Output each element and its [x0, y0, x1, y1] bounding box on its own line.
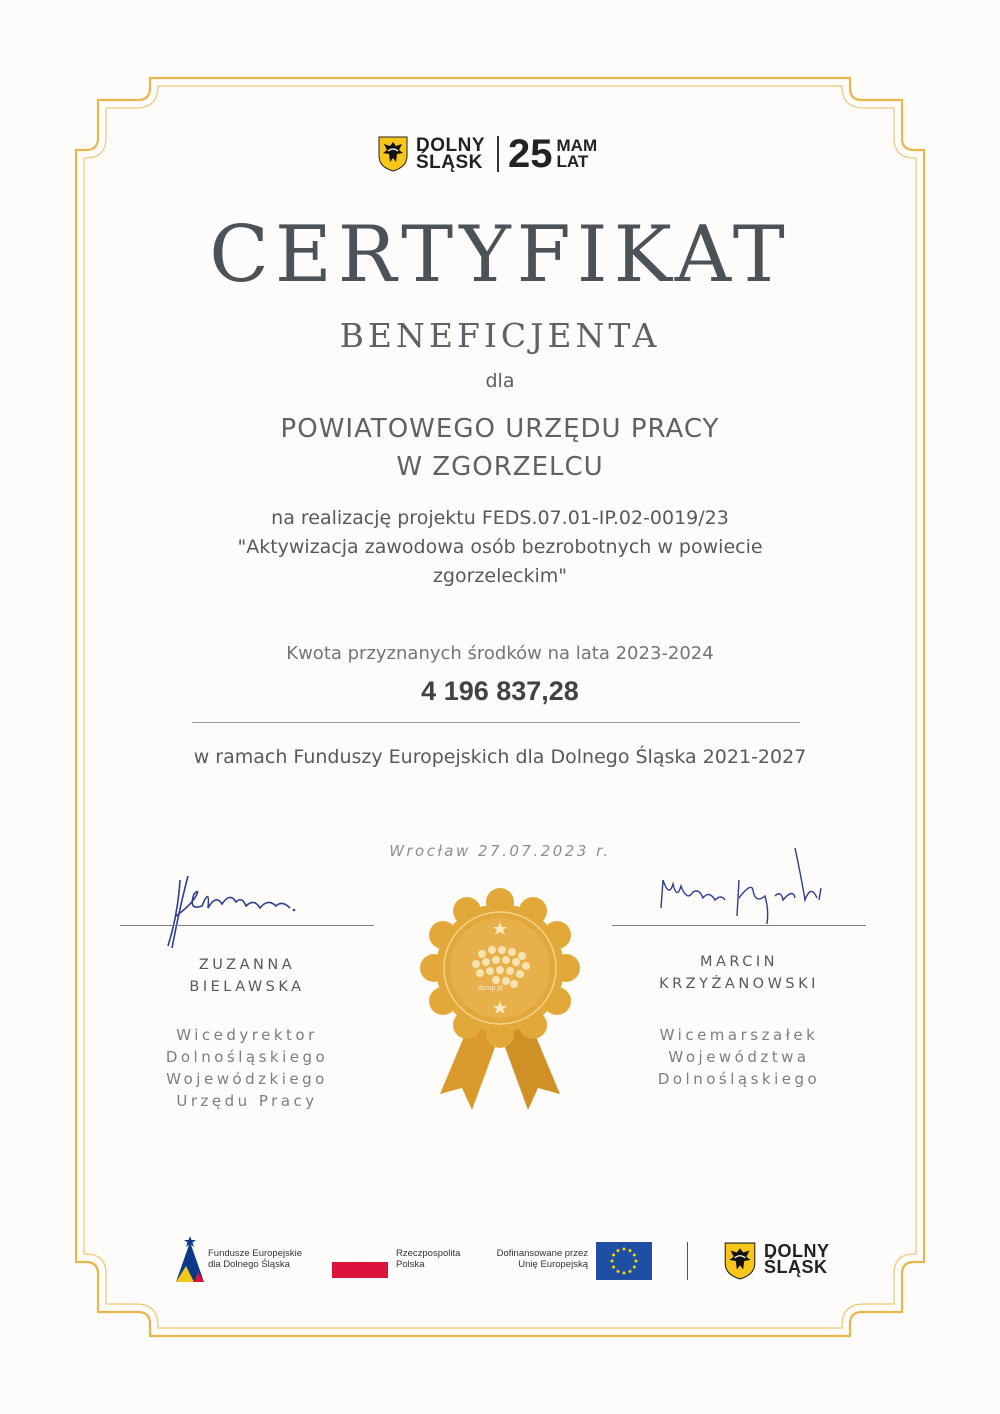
project-description — [0, 504, 1000, 591]
signatory-left-first-name: ZUZANNA — [198, 957, 296, 973]
footer-region-line1: DOLNY — [764, 1241, 830, 1261]
certificate-subtitle: BENEFICJENTA — [339, 316, 661, 355]
role-left-line3: Wojewódzkiego — [166, 1070, 328, 1088]
signature-line-left — [120, 925, 374, 926]
for-label: dla — [485, 370, 515, 392]
header-region-name — [416, 137, 485, 171]
signatory-right-first-name: MARCIN — [699, 954, 779, 970]
role-left-line4: Urzędu Pracy — [176, 1092, 318, 1110]
amount-label: Kwota przyznanych środków na lata 2023-2024 — [286, 643, 714, 664]
role-left-line2: Dolnośląskiego — [165, 1048, 329, 1066]
lower-silesia-crest-icon — [378, 136, 408, 172]
seal-rosette-icon — [418, 888, 582, 1126]
header-region-line2: ŚLĄSK — [416, 152, 483, 173]
role-right-line2: Województwa — [668, 1048, 810, 1066]
place-date: Wrocław 27.07.2023 r. — [389, 842, 611, 860]
role-right-line3: Dolnośląskiego — [657, 1070, 821, 1088]
eu-cofinanced-label — [488, 1248, 588, 1270]
recipient-name — [0, 410, 1000, 486]
signature-left — [150, 866, 300, 956]
eu-funds-line1: Fundusze Europejskie — [208, 1248, 302, 1259]
eu-cofinanced-line2: Unię Europejską — [518, 1259, 588, 1270]
program-name: w ramach Funduszy Europejskich dla Dolnego Śląska 2021-2027 — [193, 746, 807, 768]
signatory-role-left — [120, 1024, 374, 1112]
footer-region-name — [764, 1243, 830, 1275]
signatory-right-last-name: KRZYŻANOWSKI — [659, 976, 819, 992]
anniversary-line1: MAM — [556, 136, 598, 155]
footer-separator — [687, 1242, 688, 1280]
poland-label — [396, 1248, 460, 1270]
eu-funds-logo-icon — [176, 1236, 204, 1282]
eu-funds-label — [208, 1248, 302, 1270]
project-line3: zgorzeleckim" — [432, 565, 568, 587]
amount-value: 4 196 837,28 — [421, 676, 579, 706]
eu-funds-line2: dla Dolnego Śląska — [208, 1259, 290, 1270]
project-line2: "Aktywizacja zawodowa osób bezrobotnych w powiecie — [237, 536, 763, 558]
anniversary-number: 25 — [508, 132, 553, 176]
recipient-line1: POWIATOWEGO URZĘDU PRACY — [280, 414, 720, 444]
poland-line2: Polska — [396, 1259, 425, 1270]
signatory-name-right — [612, 951, 866, 995]
anniversary-text — [557, 138, 598, 170]
recipient-line2: W ZGORZELCU — [396, 452, 604, 482]
signatory-left-last-name: BIELAWSKA — [189, 979, 305, 995]
poland-line1: Rzeczpospolita — [396, 1248, 461, 1259]
divider-line — [192, 722, 800, 723]
eu-cofinanced-line1: Dofinansowane przez — [496, 1248, 588, 1259]
signatory-role-right — [612, 1024, 866, 1090]
seal-text: dsrup.pl — [478, 985, 503, 992]
poland-flag-icon — [332, 1262, 388, 1278]
header-logo — [378, 134, 597, 174]
role-right-line1: Wicemarszałek — [659, 1026, 819, 1044]
header-region-line1: DOLNY — [416, 135, 485, 156]
signature-line-right — [612, 925, 866, 926]
certificate-title: CERTYFIKAT — [209, 210, 791, 300]
project-line1: na realizację projektu FEDS.07.01-IP.02-0019/23 — [271, 507, 729, 529]
footer-region-line2: ŚLĄSK — [764, 1257, 828, 1277]
footer-crest-icon — [724, 1242, 756, 1280]
anniversary-line2: LAT — [556, 152, 589, 171]
role-left-line1: Wicedyrektor — [176, 1026, 318, 1044]
eu-flag-icon — [596, 1242, 652, 1280]
signatory-name-left — [120, 954, 374, 998]
header-separator — [497, 136, 499, 172]
